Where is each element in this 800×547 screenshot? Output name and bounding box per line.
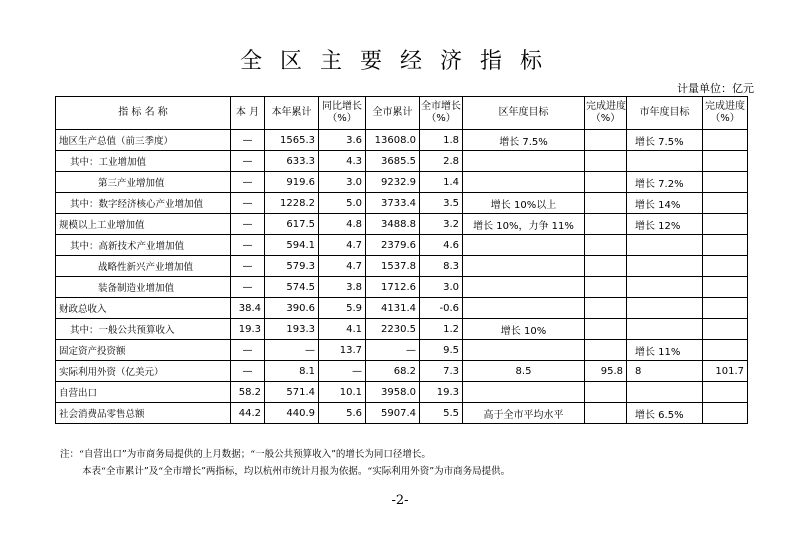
cell-dist-progress — [585, 193, 627, 214]
cell-city-ytd: 68.2 — [366, 361, 420, 382]
cell-city-yoy: -0.6 — [420, 298, 463, 319]
cell-city-target: 增长 7.2% — [627, 172, 703, 193]
cell-name: 装备制造业增加值 — [56, 277, 231, 298]
cell-city-ytd: 5907.4 — [366, 403, 420, 424]
cell-ytd: 193.3 — [265, 319, 319, 340]
cell-district-target — [463, 151, 585, 172]
cell-city-target — [627, 235, 703, 256]
cell-dist-progress — [585, 340, 627, 361]
table-row — [56, 298, 748, 319]
header-indicator-name: 指 标 名 称 — [56, 97, 231, 130]
cell-ytd: 919.6 — [265, 172, 319, 193]
cell-name: 其中：数字经济核心产业增加值 — [56, 193, 231, 214]
unit-label: 计量单位：亿元 — [677, 82, 754, 95]
cell-district-target — [463, 235, 585, 256]
cell-city-progress: 101.7 — [703, 361, 748, 382]
cell-name: 自营出口 — [56, 382, 231, 403]
cell-city-target: 增长 14% — [627, 193, 703, 214]
cell-city-yoy: 8.3 — [420, 256, 463, 277]
cell-city-progress — [703, 130, 748, 151]
cell-city-yoy: 3.2 — [420, 214, 463, 235]
cell-yoy: 5.0 — [319, 193, 366, 214]
cell-dist-progress — [585, 130, 627, 151]
cell-city-yoy: 3.5 — [420, 193, 463, 214]
cell-city-ytd: 13608.0 — [366, 130, 420, 151]
cell-city-ytd: 3733.4 — [366, 193, 420, 214]
table-row — [56, 361, 748, 382]
note-2: 本表“全市累计”及“全市增长”两指标，均以杭州市统计月报为依据。“实际利用外资”为市商务局提供。 — [82, 466, 511, 477]
cell-dist-progress — [585, 235, 627, 256]
cell-yoy: 10.1 — [319, 382, 366, 403]
cell-city-ytd: 3958.0 — [366, 382, 420, 403]
cell-name: 固定资产投资额 — [56, 340, 231, 361]
cell-name: 社会消费品零售总额 — [56, 403, 231, 424]
cell-dist-progress — [585, 298, 627, 319]
table-row — [56, 319, 748, 340]
cell-city-target — [627, 298, 703, 319]
cell-district-target — [463, 298, 585, 319]
cell-yoy: 3.0 — [319, 172, 366, 193]
table-row — [56, 382, 748, 403]
cell-city-yoy: 5.5 — [420, 403, 463, 424]
cell-city-progress — [703, 214, 748, 235]
cell-month: 38.4 — [231, 298, 265, 319]
cell-city-progress — [703, 403, 748, 424]
header-city-target: 市年度目标 — [627, 97, 703, 130]
cell-ytd: 594.1 — [265, 235, 319, 256]
cell-district-target — [463, 340, 585, 361]
cell-dist-progress — [585, 382, 627, 403]
notes — [60, 446, 510, 480]
cell-district-target — [463, 256, 585, 277]
cell-month: — — [231, 235, 265, 256]
cell-city-progress — [703, 235, 748, 256]
cell-city-progress — [703, 382, 748, 403]
cell-city-progress — [703, 256, 748, 277]
table-row — [56, 130, 748, 151]
cell-city-yoy: 19.3 — [420, 382, 463, 403]
cell-ytd: 1565.3 — [265, 130, 319, 151]
cell-city-target: 增长 6.5% — [627, 403, 703, 424]
cell-district-target: 增长 7.5% — [463, 130, 585, 151]
cell-month: — — [231, 340, 265, 361]
cell-yoy: 4.8 — [319, 214, 366, 235]
cell-city-ytd: 1712.6 — [366, 277, 420, 298]
cell-dist-progress — [585, 172, 627, 193]
cell-city-target — [627, 319, 703, 340]
cell-district-target: 增长 10% — [463, 319, 585, 340]
header-city-yoy: 全市增长 （%） — [420, 97, 463, 130]
table-header-row — [56, 97, 748, 130]
table-row — [56, 403, 748, 424]
indicator-table — [55, 96, 748, 424]
cell-city-yoy: 3.0 — [420, 277, 463, 298]
cell-yoy: 3.6 — [319, 130, 366, 151]
table-row — [56, 214, 748, 235]
header-month: 本 月 — [231, 97, 265, 130]
cell-district-target: 增长 10%以上 — [463, 193, 585, 214]
table-row — [56, 172, 748, 193]
table-row — [56, 235, 748, 256]
cell-ytd: 574.5 — [265, 277, 319, 298]
table-row — [56, 277, 748, 298]
cell-district-target: 8.5 — [463, 361, 585, 382]
cell-yoy: 5.9 — [319, 298, 366, 319]
cell-yoy: 4.7 — [319, 235, 366, 256]
cell-yoy: 4.7 — [319, 256, 366, 277]
cell-name: 实际利用外资（亿美元） — [56, 361, 231, 382]
header-city-progress: 完成进度 （%） — [703, 97, 748, 130]
table-row — [56, 151, 748, 172]
cell-month: 19.3 — [231, 319, 265, 340]
cell-ytd: 1228.2 — [265, 193, 319, 214]
cell-yoy: 13.7 — [319, 340, 366, 361]
cell-city-yoy: 7.3 — [420, 361, 463, 382]
cell-name: 战略性新兴产业增加值 — [56, 256, 231, 277]
cell-ytd: 8.1 — [265, 361, 319, 382]
cell-ytd: 440.9 — [265, 403, 319, 424]
cell-city-ytd: 1537.8 — [366, 256, 420, 277]
cell-ytd: — — [265, 340, 319, 361]
cell-city-yoy: 2.8 — [420, 151, 463, 172]
table-row — [56, 256, 748, 277]
cell-month: — — [231, 277, 265, 298]
cell-month: — — [231, 361, 265, 382]
cell-month: — — [231, 172, 265, 193]
cell-month: — — [231, 151, 265, 172]
cell-month: — — [231, 214, 265, 235]
cell-city-progress — [703, 277, 748, 298]
cell-ytd: 390.6 — [265, 298, 319, 319]
cell-city-ytd: — — [366, 340, 420, 361]
cell-city-ytd: 3488.8 — [366, 214, 420, 235]
cell-yoy: 4.3 — [319, 151, 366, 172]
cell-city-progress — [703, 193, 748, 214]
page-number: -2- — [391, 493, 409, 508]
cell-name: 其中：一般公共预算收入 — [56, 319, 231, 340]
cell-city-ytd: 4131.4 — [366, 298, 420, 319]
header-city-ytd: 全市累计 — [366, 97, 420, 130]
cell-city-progress — [703, 172, 748, 193]
cell-name: 其中：高新技术产业增加值 — [56, 235, 231, 256]
cell-city-progress — [703, 151, 748, 172]
cell-name: 其中：工业增加值 — [56, 151, 231, 172]
cell-city-target — [627, 256, 703, 277]
cell-dist-progress — [585, 319, 627, 340]
cell-month: 44.2 — [231, 403, 265, 424]
cell-name: 财政总收入 — [56, 298, 231, 319]
cell-city-progress — [703, 319, 748, 340]
cell-district-target: 高于全市平均水平 — [463, 403, 585, 424]
cell-dist-progress — [585, 256, 627, 277]
cell-dist-progress: 95.8 — [585, 361, 627, 382]
cell-name: 第三产业增加值 — [56, 172, 231, 193]
cell-city-progress — [703, 340, 748, 361]
note-1: 注：“自营出口”为市商务局提供的上月数据；“一般公共预算收入”的增长为同口径增长。 — [60, 449, 431, 460]
cell-month: — — [231, 193, 265, 214]
cell-dist-progress — [585, 214, 627, 235]
header-district-target: 区年度目标 — [463, 97, 585, 130]
cell-city-ytd: 9232.9 — [366, 172, 420, 193]
cell-yoy: 4.1 — [319, 319, 366, 340]
page-title: 全区主要经济指标 — [239, 49, 560, 74]
cell-district-target — [463, 277, 585, 298]
cell-city-target — [627, 277, 703, 298]
cell-city-ytd: 3685.5 — [366, 151, 420, 172]
cell-name: 规模以上工业增加值 — [56, 214, 231, 235]
header-district-progress: 完成进度 （%） — [585, 97, 627, 130]
header-ytd: 本年累计 — [265, 97, 319, 130]
table-row — [56, 193, 748, 214]
cell-ytd: 579.3 — [265, 256, 319, 277]
cell-yoy: — — [319, 361, 366, 382]
cell-city-yoy: 1.2 — [420, 319, 463, 340]
cell-city-yoy: 1.8 — [420, 130, 463, 151]
cell-yoy: 3.8 — [319, 277, 366, 298]
cell-city-target: 增长 7.5% — [627, 130, 703, 151]
cell-dist-progress — [585, 277, 627, 298]
cell-city-target: 增长 12% — [627, 214, 703, 235]
table-row — [56, 340, 748, 361]
cell-city-target: 增长 11% — [627, 340, 703, 361]
table-body — [56, 130, 748, 424]
cell-yoy: 5.6 — [319, 403, 366, 424]
cell-city-yoy: 9.5 — [420, 340, 463, 361]
cell-month: — — [231, 130, 265, 151]
cell-dist-progress — [585, 151, 627, 172]
cell-city-ytd: 2379.6 — [366, 235, 420, 256]
cell-city-target — [627, 382, 703, 403]
cell-city-yoy: 4.6 — [420, 235, 463, 256]
cell-city-progress — [703, 298, 748, 319]
cell-district-target — [463, 172, 585, 193]
cell-district-target: 增长 10%，力争 11% — [463, 214, 585, 235]
cell-city-yoy: 1.4 — [420, 172, 463, 193]
cell-city-ytd: 2230.5 — [366, 319, 420, 340]
cell-ytd: 633.3 — [265, 151, 319, 172]
cell-month: — — [231, 256, 265, 277]
cell-ytd: 617.5 — [265, 214, 319, 235]
cell-city-target: 8 — [627, 361, 703, 382]
cell-ytd: 571.4 — [265, 382, 319, 403]
cell-district-target — [463, 382, 585, 403]
cell-name: 地区生产总值（前三季度） — [56, 130, 231, 151]
header-yoy: 同比增长 （%） — [319, 97, 366, 130]
cell-dist-progress — [585, 403, 627, 424]
cell-city-target — [627, 151, 703, 172]
cell-month: 58.2 — [231, 382, 265, 403]
